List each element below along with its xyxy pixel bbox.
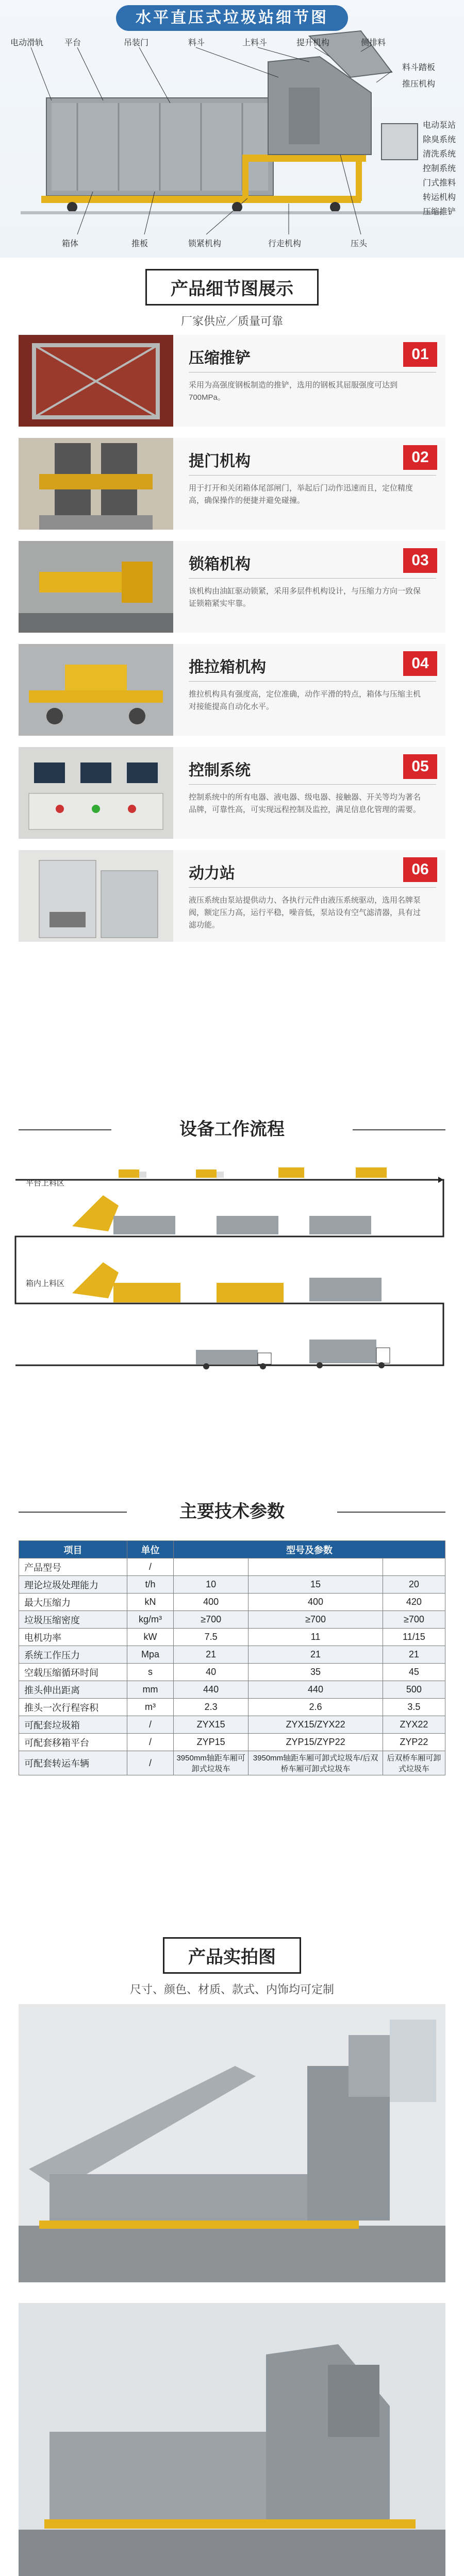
spec-value: 3950mm轴距车厢可卸式垃圾车 xyxy=(174,1751,248,1775)
spec-value xyxy=(248,1558,383,1576)
spec-value: 2.3 xyxy=(174,1699,248,1716)
callout-rail: 电动滑轨 xyxy=(10,39,44,47)
hero-section xyxy=(0,0,464,258)
spec-unit: mm xyxy=(127,1681,174,1699)
product-photo xyxy=(19,2004,445,2282)
spec-label: 理论垃圾处理能力 xyxy=(19,1576,127,1594)
spec-value: ZYP22 xyxy=(383,1734,445,1751)
spec-value: 440 xyxy=(174,1681,248,1699)
box-feed-label: 箱内上料区 xyxy=(26,1279,65,1288)
photos-heading xyxy=(0,1937,464,1997)
table-row xyxy=(19,1611,445,1629)
control-image xyxy=(19,747,173,839)
details-subtitle: 厂家供应／质量可靠 xyxy=(180,315,283,328)
spec-value: 3.5 xyxy=(383,1699,445,1716)
detail-description: 液压系统由泵站提供动力、各执行元件由液压系统驱动，选用名牌泵阀，额定压力高，运行平稳，噪音低，泵站设有空气滤清器，具有过滤功能。 xyxy=(189,896,421,929)
callout-pedal: 料斗踏板 xyxy=(402,63,436,72)
spec-value: 11 xyxy=(248,1629,383,1646)
detail-name: 推拉箱机构 xyxy=(189,659,266,676)
callout-upper-hopper: 上料斗 xyxy=(242,39,268,47)
spec-unit: m³ xyxy=(127,1699,174,1716)
spec-value: 后双桥车厢可卸式垃圾车 xyxy=(383,1751,445,1775)
spec-unit: t/h xyxy=(127,1576,174,1594)
detail-number-badge: 03 xyxy=(403,548,437,573)
detail-name: 控制系统 xyxy=(189,762,251,779)
spec-unit: / xyxy=(127,1734,174,1751)
spec-value: 21 xyxy=(383,1646,445,1664)
spec-value: 440 xyxy=(248,1681,383,1699)
detail-number-badge: 04 xyxy=(403,651,437,676)
product-photo xyxy=(19,2303,445,2576)
detail-name: 动力站 xyxy=(189,865,235,882)
photos-title: 产品实拍图 xyxy=(163,1937,301,1974)
spec-value xyxy=(174,1558,248,1576)
spec-unit: / xyxy=(127,1558,174,1576)
workflow-title: 设备工作流程 xyxy=(179,1120,285,1139)
table-row xyxy=(19,1716,445,1734)
power-station-image xyxy=(19,850,173,942)
spec-value: 20 xyxy=(383,1576,445,1594)
spec-label: 推头伸出距离 xyxy=(19,1681,127,1699)
callout-side-discharge: 侧排料 xyxy=(361,39,386,47)
spec-value: 45 xyxy=(383,1664,445,1681)
spec-value: 21 xyxy=(248,1646,383,1664)
detail-item xyxy=(19,747,445,839)
table-row xyxy=(19,1558,445,1576)
platform-feed-label: 平台上料区 xyxy=(26,1179,65,1188)
spec-value: ZYX15/ZYX22 xyxy=(248,1716,383,1734)
details-heading xyxy=(0,269,464,329)
detail-description: 该机构由油缸驱动锁紧，采用多层件机构设计，与压缩力方向一致保证锁箱紧实牢靠。 xyxy=(189,587,421,608)
detail-number-badge: 01 xyxy=(403,342,437,367)
table-row xyxy=(19,1734,445,1751)
spec-value: 500 xyxy=(383,1681,445,1699)
spec-value: 11/15 xyxy=(383,1629,445,1646)
table-row xyxy=(19,1681,445,1699)
callout-lock: 锁紧机构 xyxy=(188,240,222,248)
shovel-image xyxy=(19,335,173,427)
spec-unit: kg/m³ xyxy=(127,1611,174,1629)
spec-label: 空载压缩循环时间 xyxy=(19,1664,127,1681)
table-row xyxy=(19,1699,445,1716)
callout-shovel: 压缩推铲 xyxy=(423,208,456,216)
table-row xyxy=(19,1594,445,1611)
spec-value: ZYP15/ZYP22 xyxy=(248,1734,383,1751)
detail-item xyxy=(19,850,445,942)
detail-item xyxy=(19,438,445,530)
callout-plate: 推板 xyxy=(131,240,148,248)
spec-value: 15 xyxy=(248,1576,383,1594)
spec-value: 3950mm轴距车厢可卸式垃圾车/后双桥车厢可卸式垃圾车 xyxy=(248,1751,383,1775)
spec-value: ZYX15 xyxy=(174,1716,248,1734)
spec-label: 推头一次行程容积 xyxy=(19,1699,127,1716)
detail-name: 锁箱机构 xyxy=(189,556,251,573)
spec-label: 系统工作压力 xyxy=(19,1646,127,1664)
table-row xyxy=(19,1751,445,1775)
detail-item xyxy=(19,335,445,427)
callout-push-mechanism: 推压机构 xyxy=(402,80,436,89)
detail-number-badge: 02 xyxy=(403,445,437,470)
detail-description: 用于打开和关闭箱体尾部闸门，举起后门动作迅速而且，定位精度高，确保操作的便捷并避免碰撞。 xyxy=(189,484,413,505)
spec-value: ≥700 xyxy=(383,1611,445,1629)
lock-image xyxy=(19,541,173,633)
detail-item xyxy=(19,541,445,633)
spec-unit: s xyxy=(127,1664,174,1681)
callout-hopper: 料斗 xyxy=(188,39,205,47)
callout-head: 压头 xyxy=(351,240,368,248)
spec-value: ≥700 xyxy=(248,1611,383,1629)
specs-heading xyxy=(0,1495,464,1528)
table-row xyxy=(19,1576,445,1594)
spec-label: 可配套移箱平台 xyxy=(19,1734,127,1751)
specs-title: 主要技术参数 xyxy=(179,1502,285,1521)
table-row xyxy=(19,1629,445,1646)
spec-value: 21 xyxy=(174,1646,248,1664)
detail-name: 提门机构 xyxy=(189,453,251,470)
spec-value: 10 xyxy=(174,1576,248,1594)
callout-lift-door: 吊装门 xyxy=(124,39,149,47)
workflow-heading xyxy=(0,1113,464,1146)
callout-lift-mechanism: 提升机构 xyxy=(296,39,330,47)
page-title: 水平直压式垃圾站细节图 xyxy=(116,5,348,31)
spec-value: 40 xyxy=(174,1664,248,1681)
detail-description: 采用为高强度钢板制造的推铲，选用的钢板其屈服强度可达到700MPa。 xyxy=(189,381,398,402)
callout-door-push: 门式推料 xyxy=(423,179,456,188)
spec-unit: kN xyxy=(127,1594,174,1611)
callout-transfer: 转运机构 xyxy=(423,193,456,202)
spec-unit: / xyxy=(127,1751,174,1775)
spec-label: 产品型号 xyxy=(19,1558,127,1576)
spec-unit: / xyxy=(127,1716,174,1734)
photos-subtitle: 尺寸、颜色、材质、款式、内饰均可定制 xyxy=(129,1983,334,1996)
spec-label: 电机功率 xyxy=(19,1629,127,1646)
spec-unit: kW xyxy=(127,1629,174,1646)
spec-label: 可配套转运车辆 xyxy=(19,1751,127,1775)
spec-value: ≥700 xyxy=(174,1611,248,1629)
spec-value: 400 xyxy=(248,1594,383,1611)
spec-value xyxy=(383,1558,445,1576)
spec-value: ZYP15 xyxy=(174,1734,248,1751)
col-header: 项目 xyxy=(19,1541,127,1558)
workflow-diagram xyxy=(0,1159,464,1417)
spec-value: ZYX22 xyxy=(383,1716,445,1734)
spec-value: 7.5 xyxy=(174,1629,248,1646)
lift-door-image xyxy=(19,438,173,530)
detail-description: 推拉机构具有强度高，定位准确，动作平滑的特点，箱体与压缩主机对接能提高自动化水平。 xyxy=(189,690,421,711)
spec-label: 最大压缩力 xyxy=(19,1594,127,1611)
spec-unit: Mpa xyxy=(127,1646,174,1664)
spec-label: 可配套垃圾箱 xyxy=(19,1716,127,1734)
detail-item xyxy=(19,644,445,736)
callout-box: 箱体 xyxy=(62,240,79,248)
col-header: 单位 xyxy=(127,1541,174,1558)
col-header: 型号及参数 xyxy=(174,1541,445,1558)
specs-table xyxy=(19,1540,445,1775)
spec-label: 垃圾压缩密度 xyxy=(19,1611,127,1629)
detail-number-badge: 05 xyxy=(403,754,437,779)
callout-walk: 行走机构 xyxy=(268,240,302,248)
push-pull-image xyxy=(19,644,173,736)
details-title: 产品细节图展示 xyxy=(145,269,319,306)
callout-wash: 清洗系统 xyxy=(423,150,456,159)
spec-value: 420 xyxy=(383,1594,445,1611)
table-row xyxy=(19,1664,445,1681)
spec-value: 2.6 xyxy=(248,1699,383,1716)
callout-deodorize: 除臭系统 xyxy=(423,135,456,144)
table-row xyxy=(19,1646,445,1664)
spec-value: 35 xyxy=(248,1664,383,1681)
callout-platform: 平台 xyxy=(64,39,81,47)
callout-pump: 电动泵站 xyxy=(423,121,456,130)
pump-station xyxy=(382,124,418,160)
spec-value: 400 xyxy=(174,1594,248,1611)
detail-name: 压缩推铲 xyxy=(189,350,251,367)
detail-description: 控制系统中的所有电器、液电器、级电器、接触器、开关等均为著名品牌，可靠性高，可实现远程控制及监控，满足信息化管理的需要。 xyxy=(189,793,421,814)
detail-number-badge: 06 xyxy=(403,857,437,882)
callout-control: 控制系统 xyxy=(423,164,456,173)
